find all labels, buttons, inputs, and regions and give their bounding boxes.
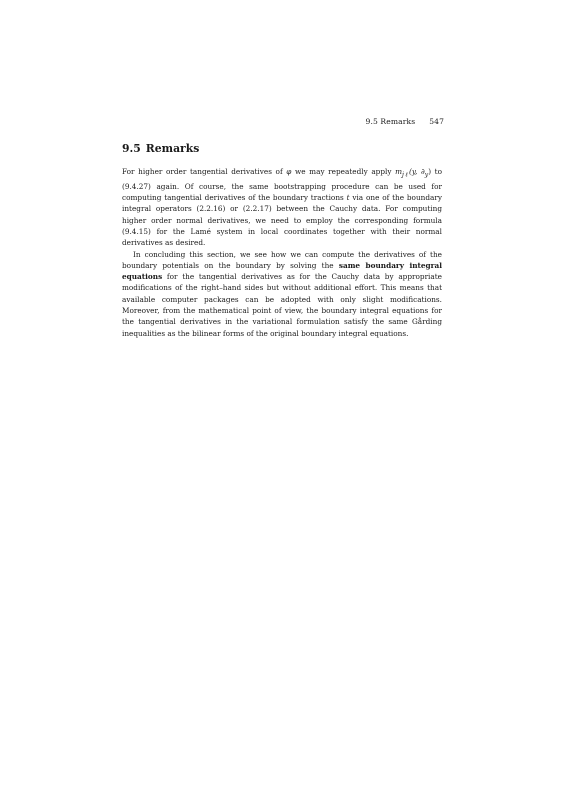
emphasis-same-boundary-integral-equations: same boundary integral equations bbox=[122, 260, 442, 282]
paragraph-text: for the tangential derivatives as for the Cauchy data by appropriate modifications of the right–hand sides but without additional effort. This means that available computer packages can be adopted with only slight modifications. Moreover, from the mathematical point of view, the boundary integral equations for the tangential derivatives in the variational formulation satisfy the same Gårding inequalities as the bilinear forms of the original boundary integral equations. bbox=[122, 272, 442, 338]
paragraph-text: via one of the boundary integral operators (2.2.16) or (2.2.17) between the Cauchy data. For computing higher order normal derivatives, we need to employ the corresponding formula (9.4.15) for the Lamé system in local coordinates together with their normal derivatives as desired. bbox=[122, 193, 442, 248]
body-text bbox=[122, 166, 442, 339]
math-subscript-jl: jℓ bbox=[402, 171, 410, 179]
paragraph-text: to (9.4.27) again. Of course, the same bootstrapping procedure can be used for computing tangential derivatives of the boundary tractions bbox=[122, 167, 442, 203]
math-close-paren: ) bbox=[428, 167, 432, 176]
paragraph-text: we may repeatedly apply bbox=[291, 167, 396, 176]
math-subscript-y: y bbox=[424, 171, 429, 179]
running-head-section: 9.5 Remarks bbox=[365, 117, 416, 126]
paragraph-1 bbox=[122, 166, 442, 249]
paragraph-text: For higher order tangential derivatives of bbox=[122, 167, 287, 176]
math-args: (y, ∂ bbox=[409, 167, 425, 176]
page-number: 547 bbox=[429, 117, 444, 126]
math-t: t bbox=[346, 193, 350, 203]
math-phi: φ bbox=[286, 167, 292, 176]
running-head bbox=[366, 117, 444, 126]
section-title: Remarks bbox=[145, 142, 200, 155]
section-heading bbox=[122, 142, 199, 155]
paragraph-text: In concluding this section, we see how we can compute the derivatives of the boundary potentials on the boundary by solving the bbox=[122, 249, 442, 270]
section-number: 9.5 bbox=[122, 142, 141, 155]
paragraph-2 bbox=[122, 249, 442, 339]
math-operator-m: m bbox=[395, 167, 403, 176]
